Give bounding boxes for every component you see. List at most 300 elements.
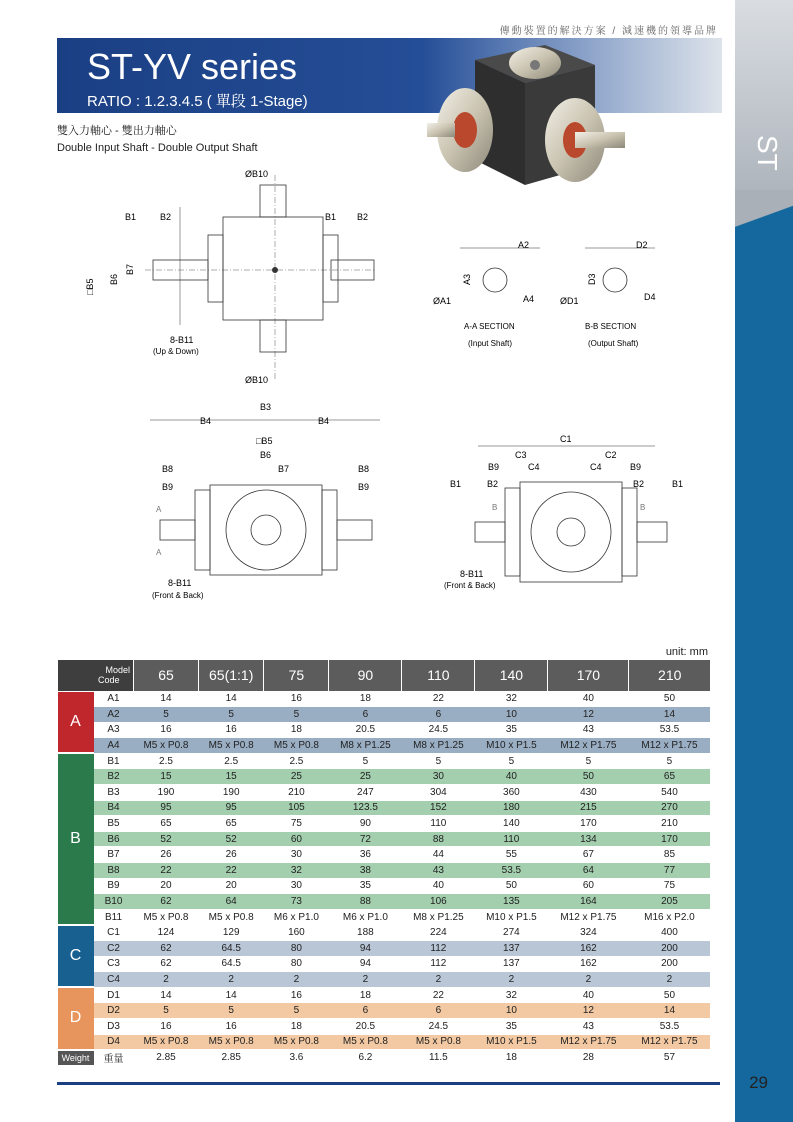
table-cell: 20 <box>198 878 263 894</box>
table-cell: 2.85 <box>198 1050 263 1066</box>
table-cell: 2 <box>475 972 548 988</box>
table-cell: 38 <box>329 863 402 879</box>
table-cell: M5 x P0.8 <box>134 738 199 754</box>
table-cell: 64 <box>198 894 263 910</box>
table-cell: 5 <box>548 753 629 769</box>
table-cell: 2 <box>198 972 263 988</box>
table-cell: 50 <box>548 769 629 785</box>
table-cell: 14 <box>134 691 199 707</box>
table-cell: M6 x P1.0 <box>329 909 402 925</box>
table-row <box>58 722 711 738</box>
table-cell: 16 <box>264 987 329 1003</box>
table-cell: 62 <box>134 941 199 957</box>
table-cell: 55 <box>475 847 548 863</box>
table-cell: M5 x P0.8 <box>402 1034 475 1050</box>
b11-frontback-label: 8-B11 <box>168 578 192 588</box>
table-cell: 2 <box>264 972 329 988</box>
table-cell: 88 <box>402 831 475 847</box>
b5-front-label: □B5 <box>256 436 273 446</box>
section-b-right: B <box>640 503 646 512</box>
table-cell: 2.5 <box>134 753 199 769</box>
table-cell: 28 <box>548 1050 629 1066</box>
table-cell: 40 <box>548 987 629 1003</box>
table-corner <box>58 660 134 691</box>
table-cell: 135 <box>475 894 548 910</box>
row-code: B2 <box>94 769 134 785</box>
table-cell: 134 <box>548 831 629 847</box>
weight-code: 重量 <box>94 1050 134 1066</box>
table-cell: M8 x P1.25 <box>402 738 475 754</box>
table-cell: 32 <box>264 863 329 879</box>
table-cell: 430 <box>548 785 629 801</box>
model-header: 65(1:1) <box>198 660 263 691</box>
table-cell: 32 <box>475 987 548 1003</box>
row-code: C3 <box>94 956 134 972</box>
table-cell: 57 <box>629 1050 710 1066</box>
row-code: A1 <box>94 691 134 707</box>
table-cell: 170 <box>548 816 629 832</box>
table-cell: 22 <box>402 691 475 707</box>
table-cell: 6 <box>329 707 402 723</box>
b7-label: B7 <box>125 263 135 275</box>
b4-right-label: B4 <box>318 416 330 426</box>
table-cell: 65 <box>134 816 199 832</box>
b3-label: B3 <box>260 402 272 412</box>
b6-label: B6 <box>109 273 119 285</box>
d2-label: D2 <box>636 240 648 250</box>
table-cell: 20.5 <box>329 722 402 738</box>
spec-table <box>57 660 710 1067</box>
table-cell: 5 <box>198 707 263 723</box>
row-code: D4 <box>94 1034 134 1050</box>
table-cell: 2.5 <box>264 753 329 769</box>
table-cell: 14 <box>198 987 263 1003</box>
b9-side-right-label: B9 <box>630 462 642 472</box>
shaft-type-chinese: 雙入力軸心 - 雙出力軸心 <box>57 125 177 137</box>
table-row <box>58 707 711 723</box>
table-cell: 64.5 <box>198 956 263 972</box>
table-cell: 224 <box>402 925 475 941</box>
top-view-drawing <box>85 165 375 390</box>
row-code: A3 <box>94 722 134 738</box>
table-cell: M10 x P1.5 <box>475 1034 548 1050</box>
table-row <box>58 738 711 754</box>
table-cell: 40 <box>548 691 629 707</box>
table-row <box>58 816 711 832</box>
table-cell: M5 x P0.8 <box>134 909 199 925</box>
table-row <box>58 878 711 894</box>
table-cell: 162 <box>548 956 629 972</box>
table-row <box>58 894 711 910</box>
table-cell: 160 <box>264 925 329 941</box>
table-cell: 32 <box>475 691 548 707</box>
page-title: ST-YV series <box>87 46 298 87</box>
table-cell: 77 <box>629 863 710 879</box>
gearbox-product-image <box>425 35 630 200</box>
table-cell: 25 <box>264 769 329 785</box>
table-cell: 215 <box>548 800 629 816</box>
aa-section-label: A-A SECTION <box>464 322 515 331</box>
table-cell: 205 <box>629 894 710 910</box>
table-cell: 64 <box>548 863 629 879</box>
table-cell: 43 <box>548 1018 629 1034</box>
table-row <box>58 863 711 879</box>
bb-section-label: B-B SECTION <box>585 322 637 331</box>
b9-left-label: B9 <box>162 482 174 492</box>
table-cell: 6 <box>402 707 475 723</box>
table-cell: M12 x P1.75 <box>548 738 629 754</box>
table-cell: 5 <box>264 707 329 723</box>
table-cell: 20.5 <box>329 1018 402 1034</box>
table-cell: 170 <box>629 831 710 847</box>
group-label: A <box>58 691 94 753</box>
table-header-row <box>58 660 711 691</box>
table-cell: 44 <box>402 847 475 863</box>
table-cell: 2 <box>134 972 199 988</box>
table-cell: 22 <box>198 863 263 879</box>
table-cell: 94 <box>329 941 402 957</box>
table-row <box>58 769 711 785</box>
table-cell: M12 x P1.75 <box>548 909 629 925</box>
frontback-label: (Front & Back) <box>152 591 204 600</box>
table-cell: 43 <box>402 863 475 879</box>
d3-label: D3 <box>587 273 597 285</box>
b8-left-label: B8 <box>162 464 174 474</box>
table-cell: 247 <box>329 785 402 801</box>
table-cell: M10 x P1.5 <box>475 738 548 754</box>
table-row <box>58 956 711 972</box>
table-cell: M5 x P0.8 <box>264 1034 329 1050</box>
table-cell: 164 <box>548 894 629 910</box>
front-view-drawing <box>140 400 390 605</box>
unit-label: unit: mm <box>665 646 708 658</box>
table-cell: 18 <box>264 1018 329 1034</box>
table-cell: 112 <box>402 956 475 972</box>
table-cell: 110 <box>402 816 475 832</box>
b5-label: □B5 <box>85 278 95 295</box>
table-cell: 140 <box>475 816 548 832</box>
table-cell: 10 <box>475 707 548 723</box>
page-number: 29 <box>749 1073 768 1092</box>
table-cell: 20 <box>134 878 199 894</box>
b1-left-label: B1 <box>125 212 137 222</box>
table-cell: 64.5 <box>198 941 263 957</box>
table-cell: 80 <box>264 941 329 957</box>
table-cell: 190 <box>198 785 263 801</box>
row-code: D3 <box>94 1018 134 1034</box>
table-cell: 36 <box>329 847 402 863</box>
table-cell: 10 <box>475 1003 548 1019</box>
a2-label: A2 <box>518 240 530 250</box>
side-band-top <box>735 0 793 215</box>
table-row <box>58 691 711 707</box>
side-frontback-label: (Front & Back) <box>444 581 496 590</box>
table-cell: M12 x P1.75 <box>548 1034 629 1050</box>
table-cell: 124 <box>134 925 199 941</box>
table-cell: 6 <box>329 1003 402 1019</box>
model-header: 140 <box>475 660 548 691</box>
table-cell: 25 <box>329 769 402 785</box>
table-cell: 30 <box>264 878 329 894</box>
table-cell: 15 <box>198 769 263 785</box>
b2-right-label: B2 <box>357 212 369 222</box>
row-code: B6 <box>94 831 134 847</box>
table-cell: 60 <box>548 878 629 894</box>
table-cell: M8 x P1.25 <box>402 909 475 925</box>
model-header: 65 <box>134 660 199 691</box>
row-code: B1 <box>94 753 134 769</box>
table-cell: M5 x P0.8 <box>264 738 329 754</box>
table-row <box>58 785 711 801</box>
table-row <box>58 987 711 1003</box>
table-cell: 180 <box>475 800 548 816</box>
table-cell: 129 <box>198 925 263 941</box>
table-cell: 85 <box>629 847 710 863</box>
d4-label: D4 <box>644 292 656 302</box>
table-cell: 210 <box>264 785 329 801</box>
table-cell: 110 <box>475 831 548 847</box>
table-row <box>58 1034 711 1050</box>
table-cell: 94 <box>329 956 402 972</box>
table-cell: 105 <box>264 800 329 816</box>
table-cell: 53.5 <box>629 1018 710 1034</box>
section-a-left-2: A <box>156 548 162 557</box>
a1-label: ØA1 <box>433 296 452 306</box>
tagline: 傳動裝置的解決方案 / 減速機的領導品牌 <box>499 26 718 37</box>
table-cell: 15 <box>134 769 199 785</box>
table-cell: 2 <box>629 972 710 988</box>
b1-right-label: B1 <box>325 212 337 222</box>
table-row <box>58 831 711 847</box>
table-cell: 210 <box>629 816 710 832</box>
table-cell: 26 <box>134 847 199 863</box>
b10-top-label: ØB10 <box>245 169 269 179</box>
table-cell: 5 <box>629 753 710 769</box>
table-cell: 30 <box>264 847 329 863</box>
table-cell: 50 <box>629 691 710 707</box>
table-cell: 200 <box>629 956 710 972</box>
model-header: 170 <box>548 660 629 691</box>
b2-side-right-label: B2 <box>633 479 645 489</box>
table-cell: 162 <box>548 941 629 957</box>
aa-section-sub: (Input Shaft) <box>468 339 513 348</box>
table-cell: 72 <box>329 831 402 847</box>
table-cell: 5 <box>402 753 475 769</box>
b2-left-label: B2 <box>160 212 172 222</box>
table-cell: 5 <box>134 1003 199 1019</box>
group-label: C <box>58 925 94 987</box>
row-code: B3 <box>94 785 134 801</box>
table-cell: 65 <box>198 816 263 832</box>
model-header: 75 <box>264 660 329 691</box>
row-code: C1 <box>94 925 134 941</box>
b11-side-label: 8-B11 <box>460 569 484 579</box>
table-cell: 30 <box>402 769 475 785</box>
table-cell: 50 <box>475 878 548 894</box>
table-cell: 16 <box>198 722 263 738</box>
table-cell: 112 <box>402 941 475 957</box>
table-cell: 123.5 <box>329 800 402 816</box>
b9-right-label: B9 <box>358 482 370 492</box>
side-view-drawing <box>440 432 710 592</box>
table-cell: 18 <box>329 987 402 1003</box>
row-code: C2 <box>94 941 134 957</box>
table-cell: 60 <box>264 831 329 847</box>
table-cell: 52 <box>134 831 199 847</box>
table-row <box>58 972 711 988</box>
table-cell: 274 <box>475 925 548 941</box>
table-row <box>58 1018 711 1034</box>
table-cell: 5 <box>475 753 548 769</box>
table-row <box>58 925 711 941</box>
section-b-left: B <box>492 503 498 512</box>
table-cell: 40 <box>475 769 548 785</box>
table-cell: 6.2 <box>329 1050 402 1066</box>
table-cell: M8 x P1.25 <box>329 738 402 754</box>
page-subtitle: RATIO : 1.2.3.4.5 ( 單段 1-Stage) <box>87 93 308 110</box>
table-cell: M10 x P1.5 <box>475 909 548 925</box>
table-cell: 2.5 <box>198 753 263 769</box>
table-cell: 22 <box>402 987 475 1003</box>
table-cell: 137 <box>475 941 548 957</box>
row-code: C4 <box>94 972 134 988</box>
table-cell: 16 <box>198 1018 263 1034</box>
b1-side-left-label: B1 <box>450 479 462 489</box>
table-cell: 14 <box>629 1003 710 1019</box>
table-cell: 52 <box>198 831 263 847</box>
table-cell: M5 x P0.8 <box>198 1034 263 1050</box>
table-cell: 2.85 <box>134 1050 199 1066</box>
b1-side-right-label: B1 <box>672 479 684 489</box>
table-cell: 62 <box>134 894 199 910</box>
row-code: B5 <box>94 816 134 832</box>
table-cell: 540 <box>629 785 710 801</box>
table-cell: 106 <box>402 894 475 910</box>
table-cell: 35 <box>475 722 548 738</box>
table-row <box>58 909 711 925</box>
shaft-type-english: Double Input Shaft - Double Output Shaft <box>57 142 258 154</box>
table-cell: 35 <box>475 1018 548 1034</box>
group-label: B <box>58 753 94 925</box>
table-row <box>58 941 711 957</box>
table-cell: 22 <box>134 863 199 879</box>
weight-row <box>58 1050 711 1066</box>
row-code: B7 <box>94 847 134 863</box>
table-cell: 95 <box>134 800 199 816</box>
b11-updown-label: 8-B11 <box>170 335 194 345</box>
table-cell: 16 <box>134 722 199 738</box>
table-cell: M12 x P1.75 <box>629 1034 710 1050</box>
b10-bottom-label: ØB10 <box>245 375 269 385</box>
table-cell: 65 <box>629 769 710 785</box>
b9-side-left-label: B9 <box>488 462 500 472</box>
table-cell: 16 <box>264 691 329 707</box>
table-cell: 75 <box>629 878 710 894</box>
row-code: D1 <box>94 987 134 1003</box>
table-body <box>58 691 711 1066</box>
table-cell: 11.5 <box>402 1050 475 1066</box>
table-cell: M16 x P2.0 <box>629 909 710 925</box>
table-cell: 18 <box>329 691 402 707</box>
table-cell: 43 <box>548 722 629 738</box>
table-cell: 50 <box>629 987 710 1003</box>
row-code: B4 <box>94 800 134 816</box>
c4-left-label: C4 <box>528 462 540 472</box>
bb-section-sub: (Output Shaft) <box>588 339 639 348</box>
c3-label: C3 <box>515 450 527 460</box>
row-code: B9 <box>94 878 134 894</box>
table-cell: 80 <box>264 956 329 972</box>
side-tab-label: ST <box>752 135 783 171</box>
table-cell: 270 <box>629 800 710 816</box>
table-row <box>58 800 711 816</box>
table-cell: M6 x P1.0 <box>264 909 329 925</box>
section-a-left: A <box>156 505 162 514</box>
c2-label: C2 <box>605 450 617 460</box>
table-cell: 12 <box>548 1003 629 1019</box>
table-cell: 18 <box>264 722 329 738</box>
table-cell: 35 <box>329 878 402 894</box>
b4-left-label: B4 <box>200 416 212 426</box>
table-cell: 53.5 <box>629 722 710 738</box>
b8-right-label: B8 <box>358 464 370 474</box>
model-header: 90 <box>329 660 402 691</box>
d1-label: ØD1 <box>560 296 579 306</box>
model-header: 210 <box>629 660 710 691</box>
corner-code: Code <box>98 675 120 686</box>
table-cell: 73 <box>264 894 329 910</box>
table-cell: 14 <box>134 987 199 1003</box>
table-cell: 40 <box>402 878 475 894</box>
table-cell: 5 <box>198 1003 263 1019</box>
side-band-diagonal <box>735 190 793 250</box>
table-cell: 2 <box>329 972 402 988</box>
table-cell: 75 <box>264 816 329 832</box>
table-cell: 5 <box>134 707 199 723</box>
table-cell: M5 x P0.8 <box>198 909 263 925</box>
table-cell: 24.5 <box>402 1018 475 1034</box>
a3-label: A3 <box>462 273 472 285</box>
row-code: B11 <box>94 909 134 925</box>
table-cell: 24.5 <box>402 722 475 738</box>
bottom-rule <box>57 1082 720 1085</box>
row-code: B10 <box>94 894 134 910</box>
table-cell: 3.6 <box>264 1050 329 1066</box>
weight-label: Weight <box>58 1050 94 1066</box>
table-cell: 90 <box>329 816 402 832</box>
c1-label: C1 <box>560 434 572 444</box>
table-cell: 14 <box>629 707 710 723</box>
table-cell: 62 <box>134 956 199 972</box>
table-cell: M5 x P0.8 <box>198 738 263 754</box>
table-cell: M12 x P1.75 <box>629 738 710 754</box>
table-cell: M5 x P0.8 <box>134 1034 199 1050</box>
table-cell: 360 <box>475 785 548 801</box>
table-cell: 324 <box>548 925 629 941</box>
table-cell: 2 <box>548 972 629 988</box>
table-cell: 88 <box>329 894 402 910</box>
table-cell: 53.5 <box>475 863 548 879</box>
table-cell: 14 <box>198 691 263 707</box>
side-band <box>735 0 793 1122</box>
table-cell: 400 <box>629 925 710 941</box>
table-row <box>58 753 711 769</box>
table-cell: 200 <box>629 941 710 957</box>
row-code: A2 <box>94 707 134 723</box>
table-cell: 137 <box>475 956 548 972</box>
table-cell: 18 <box>475 1050 548 1066</box>
table-cell: 190 <box>134 785 199 801</box>
